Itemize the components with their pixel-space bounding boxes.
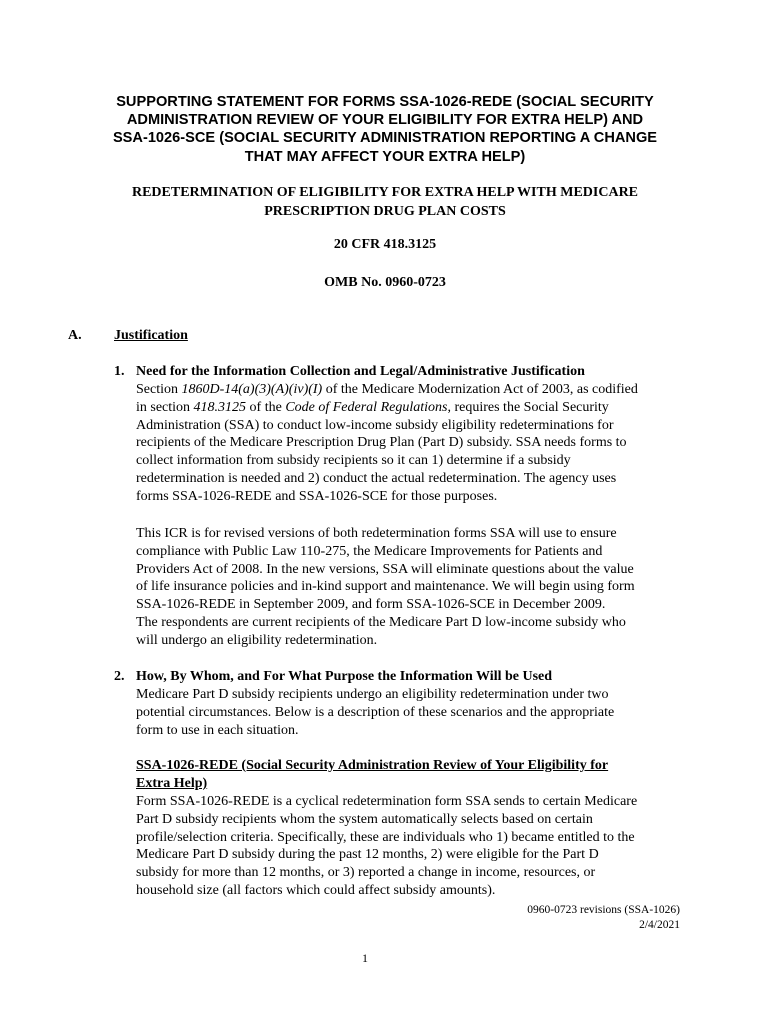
paragraph-line: redetermination is needed and 2) conduct the actual redetermination. The agency uses bbox=[136, 470, 617, 486]
paragraph-line: household size (all factors which could affect subsidy amounts). bbox=[136, 882, 496, 898]
footer-revision: 0960-0723 revisions (SSA-1026) bbox=[527, 904, 680, 916]
section-title: Justification bbox=[114, 328, 188, 343]
document-subtitle bbox=[40, 184, 730, 221]
subtitle-line: PRESCRIPTION DRUG PLAN COSTS bbox=[264, 203, 506, 219]
item1-paragraph-1 bbox=[136, 381, 696, 506]
title-line: THAT MAY AFFECT YOUR EXTRA HELP) bbox=[244, 148, 526, 165]
footer-date: 2/4/2021 bbox=[639, 919, 680, 931]
section-letter: A. bbox=[68, 328, 82, 343]
paragraph-line: Providers Act of 2008. In the new versions, SSA will eliminate questions about the value bbox=[136, 561, 634, 577]
title-line: SUPPORTING STATEMENT FOR FORMS SSA-1026-REDE (SOCIAL SECURITY bbox=[116, 94, 654, 110]
paragraph-line: The respondents are current recipients of the Medicare Part D low-income subsidy who bbox=[136, 614, 626, 630]
item-number: 2. bbox=[114, 669, 125, 684]
item1-paragraph-2 bbox=[136, 525, 696, 650]
omb-number: OMB No. 0960-0723 bbox=[324, 275, 446, 290]
paragraph-line: Part D subsidy recipients whom the system automatically selects based on certain bbox=[136, 811, 593, 827]
paragraph-line: collect information from subsidy recipients so it can 1) determine if a subsidy bbox=[136, 453, 571, 469]
paragraph-line: SSA-1026-REDE in September 2009, and form SSA-1026-SCE in December 2009. bbox=[136, 597, 606, 613]
paragraph-line: Medicare Part D subsidy recipients undergo an eligibility redetermination under two bbox=[136, 687, 609, 702]
subheading-line: Extra Help) bbox=[136, 775, 208, 791]
item2-subheading bbox=[136, 757, 696, 793]
paragraph-line: recipients of the Medicare Prescription Drug Plan (Part D) subsidy. SSA needs forms to bbox=[136, 435, 627, 451]
paragraph-line: Form SSA-1026-REDE is a cyclical redetermination form SSA sends to certain Medicare bbox=[136, 794, 638, 809]
paragraph-line: Medicare Part D subsidy during the past 12 months, 2) were eligible for the Part D bbox=[136, 847, 599, 863]
paragraph-line: profile/selection criteria. Specifically, these are individuals who 1) became entitled to the bbox=[136, 829, 635, 845]
paragraph-line: will undergo an eligibility redetermination. bbox=[136, 632, 378, 648]
paragraph-line: forms SSA-1026-REDE and SSA-1026-SCE for those purposes. bbox=[136, 488, 498, 504]
paragraph-line: This ICR is for revised versions of both redetermination forms SSA will use to ensure bbox=[136, 526, 617, 541]
subtitle-line: REDETERMINATION OF ELIGIBILITY FOR EXTRA HELP WITH MEDICARE bbox=[131, 185, 639, 200]
title-line: SSA-1026-SCE (SOCIAL SECURITY ADMINISTRATION REPORTING A CHANGE bbox=[112, 130, 658, 147]
title-line: ADMINISTRATION REVIEW OF YOUR ELIGIBILITY FOR EXTRA HELP) AND bbox=[126, 112, 644, 129]
subheading-line: SSA-1026-REDE (Social Security Administration Review of Your Eligibility for bbox=[136, 758, 609, 773]
page-number: 1 bbox=[362, 951, 368, 965]
item2-paragraph-1 bbox=[136, 686, 696, 739]
paragraph-line: subsidy for more than 12 months, or 3) reported a change in income, resources, or bbox=[136, 865, 596, 881]
document-title bbox=[40, 93, 730, 166]
item-heading: Need for the Information Collection and Legal/Administrative Justification bbox=[136, 364, 585, 379]
paragraph-line: in section 418.3125 of the Code of Federal Regulations, requires the Social Security bbox=[136, 399, 609, 415]
paragraph-line: Administration (SSA) to conduct low-income subsidy eligibility redeterminations for bbox=[136, 417, 614, 433]
paragraph-line: compliance with Public Law 110-275, the Medicare Improvements for Patients and bbox=[136, 543, 603, 559]
paragraph-line: of life insurance policies and in-kind support and maintenance. We will begin using form bbox=[136, 579, 635, 595]
item-number: 1. bbox=[114, 364, 125, 379]
item2-paragraph-2 bbox=[136, 793, 696, 900]
paragraph-line: form to use in each situation. bbox=[136, 722, 299, 738]
cfr-citation: 20 CFR 418.3125 bbox=[333, 237, 437, 252]
paragraph-line: potential circumstances. Below is a description of these scenarios and the appropriate bbox=[136, 704, 615, 720]
item-heading: How, By Whom, and For What Purpose the Information Will be Used bbox=[136, 669, 553, 684]
paragraph-line: Section 1860D-14(a)(3)(A)(iv)(I) of the Medicare Modernization Act of 2003, as codified bbox=[136, 382, 638, 397]
